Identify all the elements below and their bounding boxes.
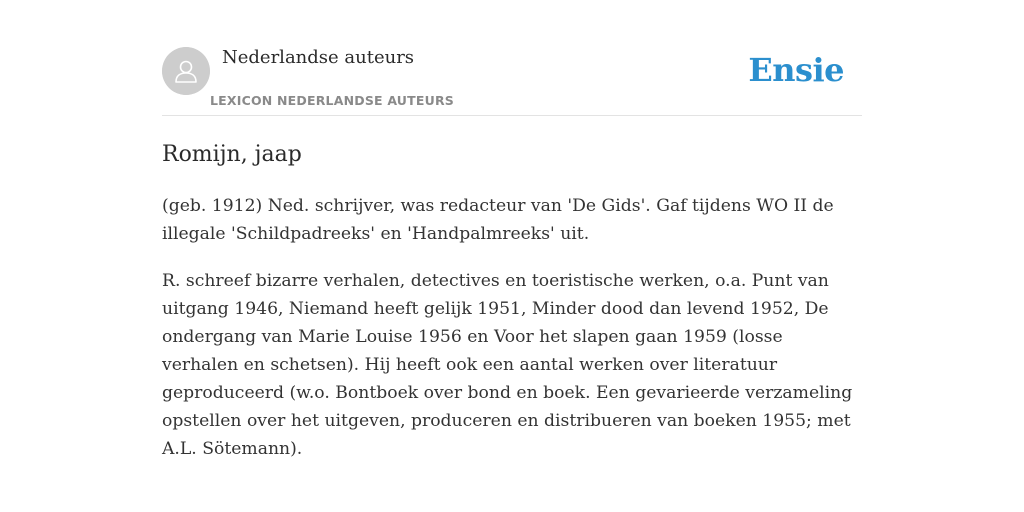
person-icon xyxy=(162,47,210,95)
lexicon-label-link[interactable]: LEXICON NEDERLANDSE AUTEURS xyxy=(210,93,454,108)
entry-title: Romijn, jaap xyxy=(162,142,302,167)
author-name-link[interactable]: Nederlandse auteurs xyxy=(222,47,415,68)
entry-paragraph: (geb. 1912) Ned. schrijver, was redacteur van 'De Gids'. Gaf tijdens WO II de illegale 'Schildpadreeks' en 'Handpalmreeks' uit. xyxy=(162,196,834,244)
entry-paragraph: R. schreef bizarre verhalen, detectives en toeristische werken, o.a. Punt van uitgang 1946, Niemand heeft gelijk 1951, Minder dood dan levend 1952, De ondergang van Marie Louise 1956 en Voor het slapen gaan 1959 (losse verhalen en schetsen). Hij heeft ook een aantal werken over literatuur geproduceerd (w.o. Bontboek over bond en boek. Een gevarieerde verzameling opstellen over het uitgeven, produceren en distribueren van boeken 1955; met A.L. Sötemann). xyxy=(162,271,853,459)
author-avatar[interactable] xyxy=(162,47,210,95)
entry-header xyxy=(162,0,862,116)
ensie-logo[interactable]: Ensie xyxy=(748,51,844,89)
page-container xyxy=(162,0,862,512)
